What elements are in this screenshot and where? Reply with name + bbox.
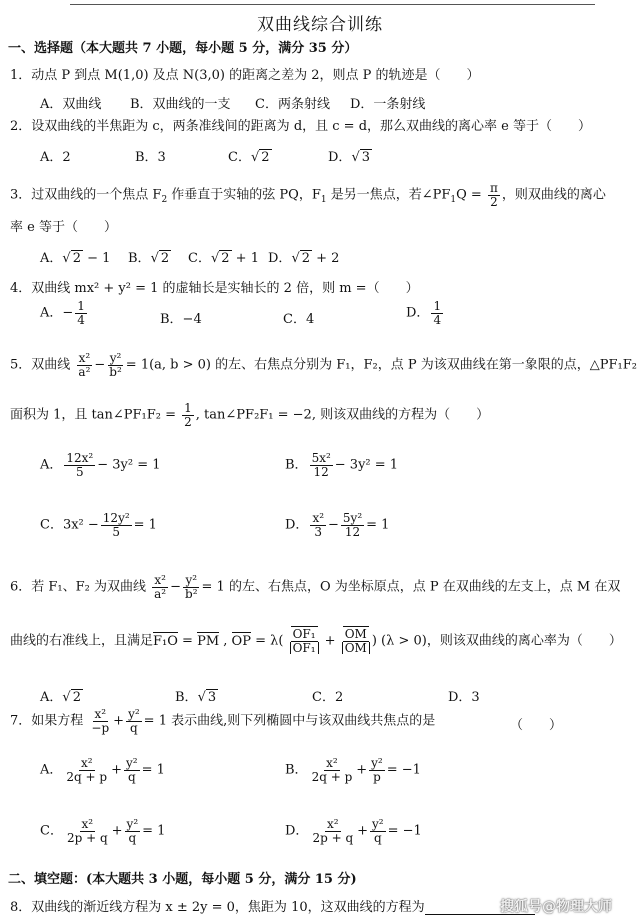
q5-option-c[interactable]: C．3x² − $\frac{\text{12y²}}{5}$ = 1	[40, 511, 157, 539]
q7-option-a[interactable]: A． $\frac{\text{x²}}{2q + p}$ + $\frac{\text{y²}}{q}$ = 1	[40, 756, 165, 784]
q2-option-a[interactable]: A．2	[40, 150, 71, 165]
q4-option-d[interactable]: D． $\frac{1}{4}$	[406, 299, 442, 327]
question-8-stem: 8．双曲线的渐近线方程为 x ± 2y = 0，焦距为 10，这双曲线的方程为	[10, 896, 535, 915]
watermark-text: 搜狐号@物理大师	[500, 899, 612, 915]
q4-option-c[interactable]: C．4	[283, 312, 315, 327]
q3-option-c[interactable]: C．√ 2 + 1	[188, 251, 259, 266]
q3-option-d[interactable]: D．√ 2 + 2	[268, 251, 340, 266]
question-6-stem: 6．若 F₁、F₂ 为双曲线 $\frac{\text{x²}}{\text{a²}}$ − $\frac{\text{y²}}{\text{b²}}$ = 1 的左、右焦点，O 为坐标原点，点 P 在双曲线的左支上，点 M 在双	[10, 573, 621, 601]
q1-option-a[interactable]: A．双曲线	[40, 97, 102, 112]
q7-option-d[interactable]: D． $\frac{\text{x²}}{2p + q}$ + $\frac{\text{y²}}{q}$ = −1	[285, 817, 422, 845]
q6-option-d[interactable]: D．3	[448, 690, 480, 705]
question-2-stem: 2．设双曲线的半焦距为 c，两条准线间的距离为 d，且 c = d，那么双曲线的离心率 e 等于（ ）	[10, 119, 591, 134]
question-6-stem-line-2: 曲线的右准线上，且满足F₁O = PM , OP = λ( $\frac{\text{OF₁}}{\text{OF₁}}$ + $\frac{OM}{OM}$ ) (λ > 0)，则该双曲线的离心率为（ ）	[10, 627, 622, 655]
q4-option-b[interactable]: B．−4	[160, 312, 202, 327]
q7-answer-paren: （ ）	[510, 718, 563, 733]
q2-option-c[interactable]: C．√ 2	[228, 150, 270, 165]
q5-option-d[interactable]: D． $\frac{\text{x²}}{3}$ − $\frac{\text{5y²}}{12}$ = 1	[285, 511, 390, 539]
q5-option-a[interactable]: A． $\frac{\text{12x²}}{5}$ − 3y² = 1	[40, 451, 161, 479]
question-3-stem-line-2: 率 e 等于（ ）	[10, 220, 117, 235]
question-7-stem: 7．如果方程 $\frac{\text{x²}}{-p}$ + $\frac{\text{y²}}{q}$ = 1 表示曲线,则下列椭圆中与该双曲线共焦点的是	[10, 707, 436, 735]
page-title: 双曲线综合训练	[257, 15, 383, 35]
q7-option-b[interactable]: B． $\frac{\text{x²}}{2q + p}$ + $\frac{\text{y²}}{p}$ = −1	[285, 756, 421, 784]
question-4-stem: 4．双曲线 mx² + y² = 1 的虚轴长是实轴长的 2 倍，则 m =（ ）	[10, 281, 419, 296]
question-5-stem: 5．双曲线 $\frac{\text{x²}}{\text{a²}}$ − $\frac{\text{y²}}{\text{b²}}$ = 1(a, b > 0) 的左、右焦点分别为 F₁，F₂，点 P 为该双曲线在第一象限的点，△PF₁F₂	[10, 351, 637, 379]
q2-option-d[interactable]: D．√ 3	[328, 150, 371, 165]
q4-option-a[interactable]: A．− $\frac{1}{4}$	[40, 299, 85, 327]
q1-option-d[interactable]: D．一条射线	[350, 97, 426, 112]
top-rule	[70, 4, 595, 5]
section-choice-heading: 一、选择题（本大题共 7 小题，每小题 5 分，满分 35 分）	[8, 41, 358, 56]
q6-option-c[interactable]: C．2	[312, 690, 344, 705]
q2-option-b[interactable]: B．3	[135, 150, 166, 165]
q5-option-b[interactable]: B． $\frac{\text{5x²}}{12}$ − 3y² = 1	[285, 451, 399, 479]
q3-option-b[interactable]: B．√ 2	[128, 251, 170, 266]
question-3-stem: 3．过双曲线的一个焦点 $F_2$ 作垂直于实轴的弦 PQ，$F_1$ 是另一焦点，若$\angle PF_1Q$ = $\frac{\pi}{2}$ ，则双曲线的离心	[10, 181, 606, 209]
q6-option-b[interactable]: B．√ 3	[175, 690, 217, 705]
q1-option-b[interactable]: B．双曲线的一支	[130, 97, 231, 112]
q6-option-a[interactable]: A．√ 2	[40, 690, 81, 705]
q3-option-a[interactable]: A．√ 2 − 1	[40, 251, 111, 266]
question-1-stem: 1．动点 P 到点 M(1,0) 及点 N(3,0) 的距离之差为 2，则点 P 的轨迹是（ ）	[10, 68, 480, 83]
q7-option-c[interactable]: C． $\frac{\text{x²}}{2p + q}$ + $\frac{\text{y²}}{q}$ = 1	[40, 817, 166, 845]
section-fill-heading: 二、填空题：(本大题共 3 小题，每小题 5 分，满分 15 分)	[8, 872, 357, 887]
question-5-stem-line-2: 面积为 1，且 tan∠PF₁F₂ = $\frac{1}{2}$ , tan∠PF₂F₁ = −2, 则该双曲线的方程为（ ）	[10, 401, 490, 429]
q1-option-c[interactable]: C．两条射线	[255, 97, 330, 112]
